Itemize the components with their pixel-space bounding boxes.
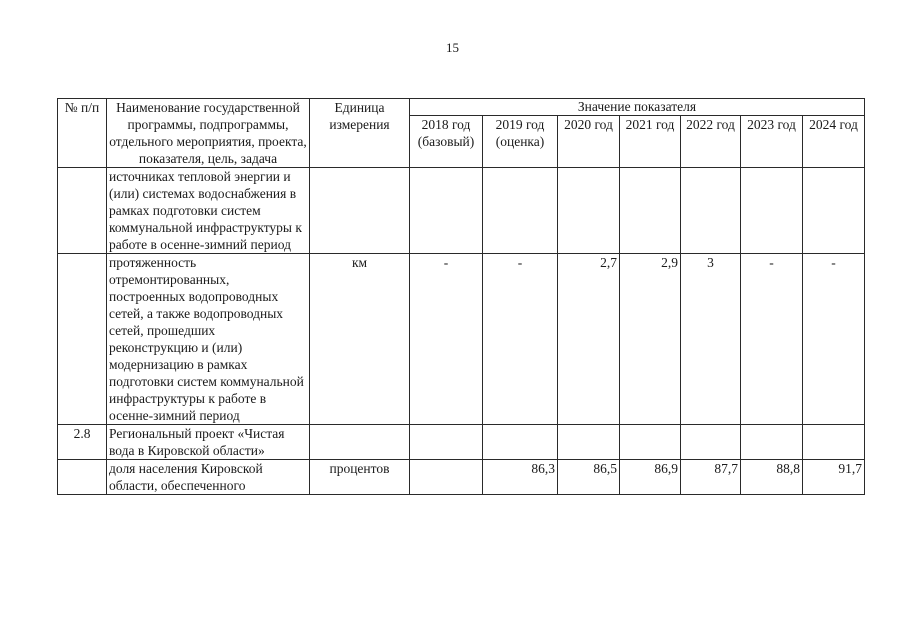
row-name: доля населения Кировской области, обеспеченного — [107, 460, 310, 495]
table-row — [58, 425, 865, 460]
header-year-2024: 2024 год — [803, 116, 865, 168]
row-name: Региональный проект «Чистая вода в Кировской области» — [107, 425, 310, 460]
value-2022: 87,7 — [681, 460, 741, 495]
header-name: Наименование государственной программы, подпрограммы, отдельного мероприятия, проекта, показателя, цель, задача — [107, 99, 310, 168]
value-2020: 2,7 — [558, 254, 620, 425]
value-2024 — [803, 425, 865, 460]
page-number: 15 — [446, 40, 459, 55]
row-number — [58, 254, 107, 425]
value-2020 — [558, 168, 620, 254]
header-year-2020: 2020 год — [558, 116, 620, 168]
value-2018 — [410, 425, 483, 460]
table-row — [58, 254, 865, 425]
value-2021 — [620, 168, 681, 254]
value-2018 — [410, 460, 483, 495]
header-year-2022: 2022 год — [681, 116, 741, 168]
value-2021 — [620, 425, 681, 460]
value-2022 — [681, 168, 741, 254]
value-2021: 2,9 — [620, 254, 681, 425]
value-2023: 88,8 — [741, 460, 803, 495]
header-year-2023: 2023 год — [741, 116, 803, 168]
row-number: 2.8 — [58, 425, 107, 460]
table-row — [58, 168, 865, 254]
header-unit: Единица измерения — [310, 99, 410, 168]
row-unit — [310, 168, 410, 254]
header-row-top — [58, 99, 865, 116]
value-2022: 3 — [681, 254, 741, 425]
header-year-2019: 2019 год (оценка) — [483, 116, 558, 168]
header-no: № п/п — [58, 99, 107, 168]
row-unit: км — [310, 254, 410, 425]
value-2023 — [741, 425, 803, 460]
row-name: протяженность отремонтированных, построенных водопроводных сетей, а также водопроводных сетей, прошедших реконструкцию и (или) модернизацию в рамках подготовки систем коммунальной инфраструктуры к работе в осенне-зимний период — [107, 254, 310, 425]
value-2019 — [483, 425, 558, 460]
value-2024: - — [803, 254, 865, 425]
row-number — [58, 168, 107, 254]
value-2018: - — [410, 254, 483, 425]
value-2024 — [803, 168, 865, 254]
value-2021: 86,9 — [620, 460, 681, 495]
header-year-2021: 2021 год — [620, 116, 681, 168]
value-2022 — [681, 425, 741, 460]
value-2020 — [558, 425, 620, 460]
value-2019: 86,3 — [483, 460, 558, 495]
value-2023: - — [741, 254, 803, 425]
value-2024: 91,7 — [803, 460, 865, 495]
row-number — [58, 460, 107, 495]
value-2020: 86,5 — [558, 460, 620, 495]
value-2018 — [410, 168, 483, 254]
header-value-group: Значение показателя — [410, 99, 865, 116]
row-name: источниках тепловой энергии и (или) системах водоснабжения в рамках подготовки систем коммунальной инфраструктуры к работе в осенне-зимний период — [107, 168, 310, 254]
indicators-table — [57, 98, 865, 495]
value-2019: - — [483, 254, 558, 425]
table-row — [58, 460, 865, 495]
header-year-2018: 2018 год (базовый) — [410, 116, 483, 168]
row-unit — [310, 425, 410, 460]
value-2019 — [483, 168, 558, 254]
value-2023 — [741, 168, 803, 254]
row-unit: процентов — [310, 460, 410, 495]
